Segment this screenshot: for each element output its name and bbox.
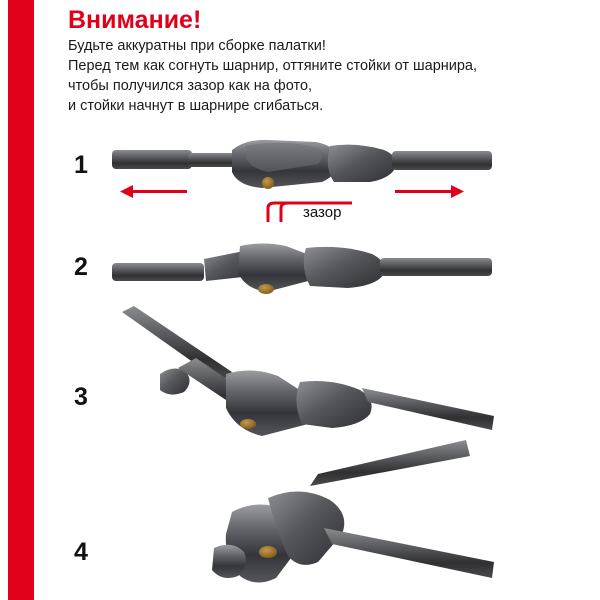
figure-step-2 [112, 244, 492, 295]
figure-step-4 [212, 440, 494, 583]
intro-line-4: и стойки начнут в шарнире сгибаться. [68, 98, 324, 114]
intro-line-3: чтобы получился зазор как на фото, [68, 78, 313, 94]
intro-text [68, 36, 588, 116]
step-number-4: 4 [74, 538, 88, 566]
figure-step-1 [112, 140, 492, 198]
step-number-2: 2 [74, 253, 88, 281]
left-red-bar [8, 0, 34, 600]
intro-line-2: Перед тем как согнуть шарнир, оттяните стойки от шарнира, [68, 58, 478, 74]
page-title: Внимание! [68, 6, 202, 34]
arrow-right-step-1 [395, 185, 464, 198]
figure-step-3 [122, 306, 494, 436]
intro-line-1: Будьте аккуратны при сборке палатки! [68, 38, 326, 54]
step-number-3: 3 [74, 383, 88, 411]
arrow-left-step-1 [120, 185, 187, 198]
step-number-1: 1 [74, 151, 88, 179]
gap-annotation-label: зазор [303, 204, 342, 221]
